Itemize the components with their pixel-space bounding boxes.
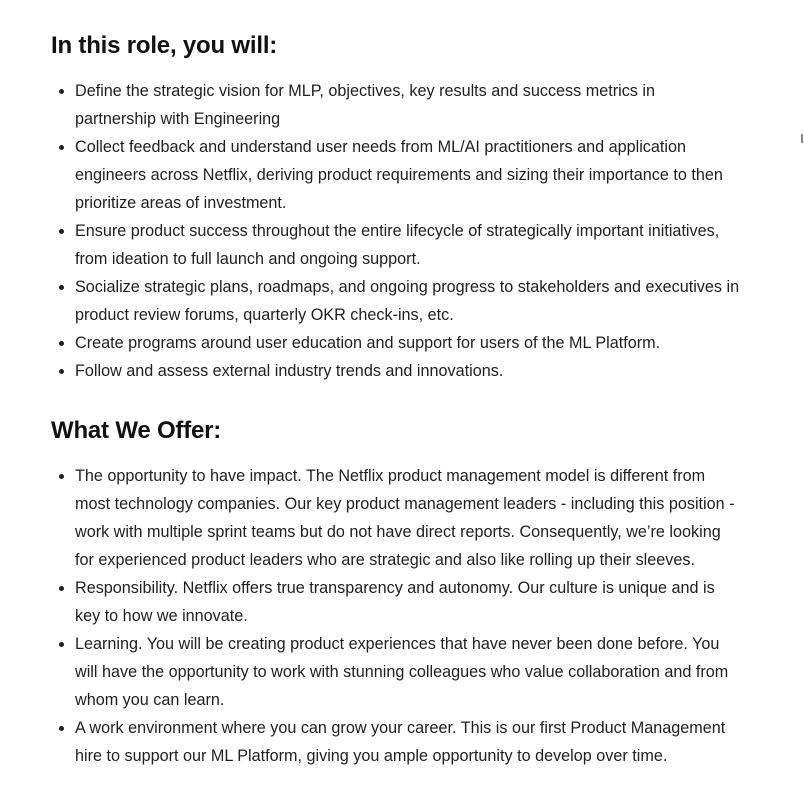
- list-item-text: The opportunity to have impact. The Netflix product management model is different from most technology companies. Our key product management leaders - including this position - work with multiple sprint teams but do not have direct reports. Consequently, we’re looking for experienced product leaders who are strategic and also like rolling up their sleeves.: [75, 467, 735, 569]
- scrollbar-edge-mark: [801, 134, 803, 143]
- section-heading-role: In this role, you will:: [51, 32, 278, 59]
- list-item: [0, 574, 740, 630]
- list-item-text: Ensure product success throughout the entire lifecycle of strategically important initiatives, from ideation to full launch and ongoing support.: [75, 222, 720, 268]
- list-item-text: A work environment where you can grow your career. This is our first Product Management hire to support our ML Platform, giving you ample opportunity to develop over time.: [75, 719, 726, 765]
- bullet-icon: [59, 726, 64, 731]
- bullet-icon: [59, 642, 64, 647]
- list-item: [0, 77, 740, 133]
- list-item-text: Collect feedback and understand user needs from ML/AI practitioners and application engineers across Netflix, deriving product requirements and sizing their importance to then prioritize areas of investment.: [75, 138, 723, 212]
- bullet-icon: [59, 145, 64, 150]
- bullet-icon: [59, 586, 64, 591]
- list-item: [0, 133, 740, 217]
- list-item: [0, 462, 740, 574]
- bullet-icon: [59, 369, 64, 374]
- role-responsibilities-list: [0, 77, 804, 385]
- offer-list: [0, 462, 804, 770]
- list-item-text: Define the strategic vision for MLP, objectives, key results and success metrics in partnership with Engineering: [75, 82, 655, 128]
- section-heading-offer: What We Offer:: [51, 417, 222, 444]
- bullet-icon: [59, 89, 64, 94]
- list-item: [0, 630, 740, 714]
- bullet-icon: [59, 341, 64, 346]
- list-item-text: Follow and assess external industry trends and innovations.: [75, 362, 504, 380]
- list-item-text: Responsibility. Netflix offers true transparency and autonomy. Our culture is unique and is key to how we innovate.: [75, 579, 715, 625]
- list-item-text: Learning. You will be creating product experiences that have never been done before. You will have the opportunity to work with stunning colleagues who value collaboration and from whom you can learn.: [75, 635, 729, 709]
- list-item-text: Create programs around user education and support for users of the ML Platform.: [75, 334, 661, 352]
- bullet-icon: [59, 229, 64, 234]
- bullet-icon: [59, 285, 64, 290]
- list-item: [0, 217, 740, 273]
- list-item: [0, 714, 740, 770]
- bullet-icon: [59, 474, 64, 479]
- list-item: [0, 329, 740, 357]
- list-item-text: Socialize strategic plans, roadmaps, and ongoing progress to stakeholders and executives in product review forums, quarterly OKR check-ins, etc.: [75, 278, 740, 324]
- list-item: [0, 273, 740, 329]
- list-item: [0, 357, 740, 385]
